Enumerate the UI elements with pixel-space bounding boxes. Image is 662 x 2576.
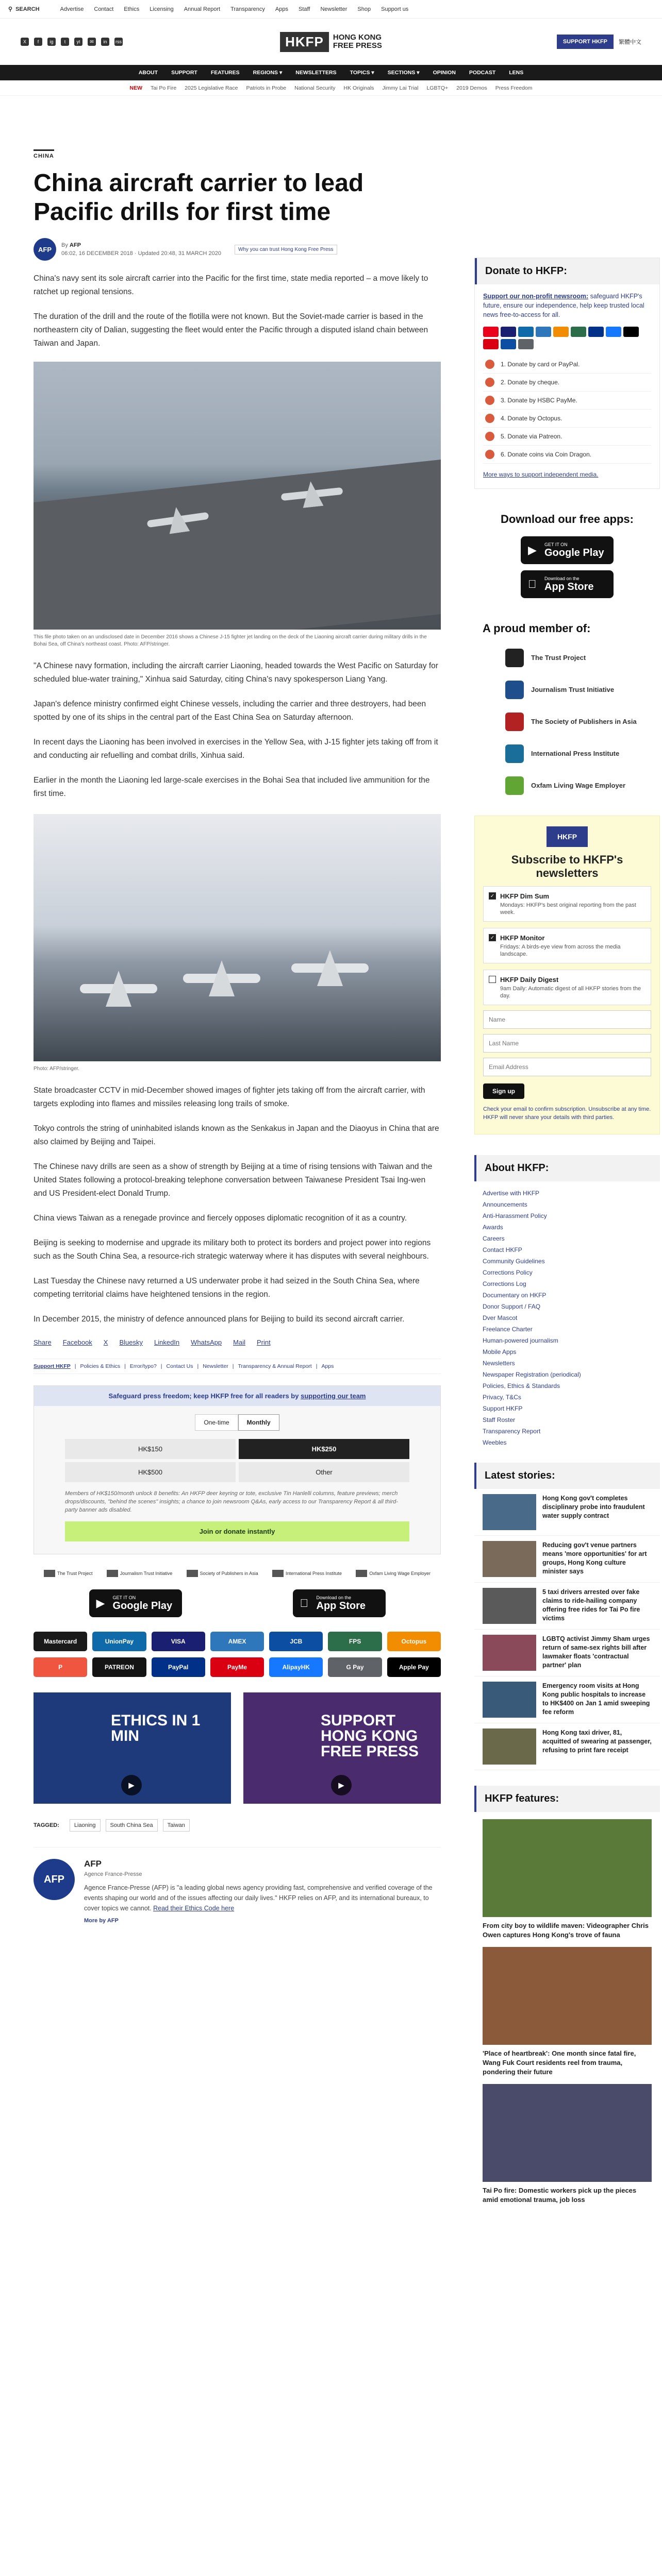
top-link[interactable]: Advertise	[60, 6, 84, 12]
about-link[interactable]: Policies, Ethics & Standards	[483, 1382, 560, 1389]
about-link[interactable]: Corrections Log	[483, 1280, 526, 1287]
member-heading: A proud member of:	[483, 622, 591, 635]
about-link[interactable]: Mobile Apps	[483, 1348, 517, 1355]
payment-card-icon	[623, 327, 639, 337]
latest-story[interactable]	[474, 1630, 660, 1676]
site-logo[interactable]	[280, 32, 382, 52]
jet-shape	[183, 974, 260, 983]
payment-logo: FPS	[328, 1632, 382, 1651]
story-title: LGBTQ activist Jimmy Sham urges return of same-sex rights bill after lawmaker floats 'contractual partner' plan	[542, 1635, 650, 1669]
share-bluesky[interactable]: Bluesky	[119, 1338, 143, 1346]
member-logo[interactable]	[474, 681, 660, 699]
rss-icon[interactable]: rss	[114, 38, 123, 46]
checkbox-unchecked[interactable]	[489, 976, 496, 983]
more-by-author-link[interactable]: More by AFP	[84, 1918, 119, 1924]
payment-logo: Apple Pay	[387, 1657, 441, 1677]
feature-image	[483, 1947, 652, 2045]
member-name: The Trust Project	[531, 654, 586, 662]
member-logo[interactable]	[474, 744, 660, 763]
story-thumbnail	[483, 1541, 536, 1577]
logo-line: HONG KONG	[333, 33, 382, 42]
policy-link[interactable]: Transparency & Annual Report	[238, 1363, 312, 1369]
nav-item[interactable]: PODCAST	[469, 70, 496, 76]
article	[34, 149, 441, 1924]
top-link[interactable]: Staff	[299, 6, 310, 12]
about-link[interactable]: Community Guidelines	[483, 1258, 545, 1265]
instagram-icon[interactable]: ig	[47, 38, 56, 46]
linkedin-icon[interactable]: in	[101, 38, 109, 46]
payment-card-icon	[518, 327, 534, 337]
donate-icon	[485, 360, 494, 369]
share-facebook[interactable]: Facebook	[62, 1338, 92, 1346]
about-link[interactable]: Advertise with HKFP	[483, 1190, 540, 1197]
newsletter-signup	[474, 816, 660, 1134]
story-title: Hong Kong taxi driver, 81, acquitted of swearing at passenger, refusing to print fare receipt	[542, 1729, 652, 1754]
author-role: Agence France-Presse	[84, 1871, 142, 1877]
latest-story[interactable]	[474, 1676, 660, 1723]
google-play-icon: ▶	[96, 1597, 105, 1609]
tags-row	[34, 1819, 441, 1832]
about-link[interactable]: Donor Support / FAQ	[483, 1303, 541, 1310]
donate-icon	[485, 450, 494, 459]
policy-link[interactable]: Apps	[321, 1363, 334, 1369]
member-name: The Society of Publishers in Asia	[531, 718, 637, 725]
about-link[interactable]: Staff Roster	[483, 1416, 516, 1423]
article-paragraph: In recent days the Liaoning has been involved in exercises in the Yellow Sea, with J-15 fighter jets taking off from it and conducting air refuelling and combat drills, Xinhua said.	[34, 738, 438, 760]
oxfam-icon	[356, 1570, 367, 1577]
jet-shape	[80, 984, 157, 993]
support-video-promo[interactable]	[243, 1692, 441, 1804]
amount-options	[34, 1431, 440, 1482]
story-thumbnail	[483, 1682, 536, 1718]
partner-logos	[34, 1570, 441, 1577]
payment-logo: PayPal	[152, 1657, 205, 1677]
about-link[interactable]: Contact HKFP	[483, 1246, 522, 1253]
member-logo[interactable]	[474, 713, 660, 731]
newsletter-option[interactable]: HKFP Daily Digest 9am Daily: Automatic digest of all HKFP stories from the day.	[483, 970, 651, 1005]
nav-item[interactable]: SUPPORT	[171, 70, 197, 76]
nav-item[interactable]: LENS	[509, 70, 524, 76]
publish-dates: 06:02, 16 DECEMBER 2018 · Updated 20:48, 31 MARCH 2020	[61, 250, 222, 257]
top-link[interactable]: Apps	[275, 6, 288, 12]
story-thumbnail	[483, 1635, 536, 1671]
about-links	[474, 1181, 660, 1454]
about-link[interactable]: Anti-Harassment Policy	[483, 1212, 547, 1219]
payment-logos	[34, 1632, 441, 1677]
promo-label: SUPPORT HONG KONG FREE PRESS	[321, 1712, 419, 1760]
payment-card-icon	[553, 327, 569, 337]
support-hkfp-button[interactable]: SUPPORT HKFP	[557, 35, 614, 49]
share-bar	[34, 1338, 441, 1346]
member-icon	[505, 744, 524, 763]
payment-logo: P	[34, 1657, 87, 1677]
article-paragraph: Beijing is seeking to modernise and upgrade its military both to protect its borders and project power into regions such as the South China Sea, a resource-rich strategic waterway where it has disputes with several neighbours.	[34, 1239, 431, 1261]
masthead	[0, 19, 662, 65]
author-bio: Agence France-Presse (AFP) is "a leading global news agency providing fast, comprehensive and verified coverage of the events shaping our world and of the issues affecting our daily lives." HKFP relies on AFP, and its international bureaux, to cover topics we cannot.	[84, 1884, 433, 1912]
article-paragraph: "A Chinese navy formation, including the aircraft carrier Liaoning, headed towards the West Pacific on Saturday for scheduled blue-water training," Xinhua said Saturday, citing China's navy spokesperson Liang Yang.	[34, 662, 438, 684]
app-store-badge[interactable]: Download on the App Store	[293, 1589, 386, 1617]
member-icon	[505, 713, 524, 731]
donation-way[interactable]: 2. Donate by cheque.	[483, 374, 651, 392]
article-paragraph: In December 2015, the ministry of defence announced plans for Beijing to build its second aircraft carrier.	[34, 1315, 405, 1324]
article-paragraph: State broadcaster CCTV in mid-December showed images of fighter jets taking off from the aircraft carrier, with targets exploding into flames and missiles releasing long trails of smoke.	[34, 1086, 425, 1108]
top-link[interactable]: Contact	[94, 6, 114, 12]
search-icon: ⚲	[8, 6, 13, 12]
donate-icon	[485, 378, 494, 387]
trending-link[interactable]: Tai Po Fire	[150, 84, 177, 91]
amount-option-selected[interactable]: HK$250	[239, 1439, 409, 1459]
payment-card-icon	[501, 327, 516, 337]
nav-item[interactable]: FEATURES	[210, 70, 240, 76]
apple-icon	[300, 1597, 309, 1610]
top-link[interactable]: Licensing	[150, 6, 174, 12]
donation-way[interactable]: 5. Donate via Patreon.	[483, 428, 651, 446]
story-thumbnail	[483, 1588, 536, 1624]
top-link[interactable]: Shop	[357, 6, 371, 12]
article-paragraph: Tokyo controls the string of uninhabited islands known as the Senkakus in Japan and the Diaoyus in China that are also claimed by Beijing and Taipei.	[34, 1124, 439, 1146]
sidebar	[474, 258, 660, 2205]
about-link[interactable]: Corrections Policy	[483, 1269, 533, 1276]
feature-story[interactable]	[483, 1819, 652, 1940]
payment-logo: G Pay	[328, 1657, 382, 1677]
jets-deck-photo	[34, 814, 441, 1061]
amount-option-other[interactable]: Other	[239, 1462, 409, 1482]
payment-card-icon	[483, 339, 499, 349]
email-input[interactable]: Email Address	[483, 1058, 651, 1076]
payment-logo: AMEX	[210, 1632, 264, 1651]
nav-item[interactable]: REGIONS ▾	[253, 70, 283, 76]
newsletter-option[interactable]: ✓ HKFP Dim Sum Mondays: HKFP's best original reporting from the past week.	[483, 886, 651, 922]
newsletter-title: Subscribe to HKFP's newsletters	[511, 853, 623, 879]
feature-title: From city boy to wildlife maven: Videographer Chris Owen captures Hong Kong's trove of fauna	[483, 1922, 649, 1939]
member-icon	[505, 649, 524, 667]
feature-story[interactable]	[483, 1947, 652, 2077]
category-kicker[interactable]: CHINA	[34, 149, 54, 159]
promo-label: ETHICS IN 1 MIN	[111, 1712, 201, 1744]
about-link[interactable]: Privacy, T&Cs	[483, 1394, 521, 1401]
play-icon: ▶	[331, 1775, 352, 1795]
nav-item[interactable]: OPINION	[433, 70, 456, 76]
trending-link[interactable]: Press Freedom	[495, 84, 533, 91]
logo-box: HKFP	[280, 32, 329, 52]
sidebar-donate: Donate to HKFP: Support our non-profit newsroom: safeguard HKFP's future, ensure our independence, help keep trusted local news free-to-access for all. 1. Donate by card or PayPal. 2. Donate by cheque. 3. Donate by HSBC PayMe. 4. Donate by Octopus. 5. Donate via Patreon. 6. Donate coins via Coin Dragon. More ways to support independent media.	[474, 258, 660, 489]
about-link[interactable]: Newspaper Registration (periodical)	[483, 1371, 581, 1378]
member-logos	[474, 649, 660, 795]
trending-link[interactable]: LGBTQ+	[426, 84, 449, 91]
policy-link[interactable]: Newsletter	[203, 1363, 228, 1369]
partner-logo[interactable]: Journalism Trust Initiative	[107, 1570, 173, 1577]
latest-story[interactable]	[474, 1536, 660, 1583]
photo-caption: This file photo taken on an undisclosed date in December 2016 shows a Chinese J-15 fighter jet landing on the deck of the Liaoning aircraft carrier during military drills in the Bohai Sea, off China's northeast coast. Photo: AFP/stringer.	[34, 634, 427, 647]
share-whatsapp[interactable]: WhatsApp	[191, 1338, 222, 1346]
newsletter-option[interactable]: ✓ HKFP Monitor Fridays: A birds-eye view from across the media landscape.	[483, 928, 651, 963]
article-paragraph: The duration of the drill and the route of the flotilla were not known. But the Soviet-made carrier is based in the northeastern city of Dalian, suggesting the fleet would enter the Pacific through a disputed island chain between Taiwan and Japan.	[34, 312, 428, 348]
story-thumbnail	[483, 1728, 536, 1765]
nav-item[interactable]: NEWSLETTERS	[295, 70, 337, 76]
donation-way[interactable]: 4. Donate by Octopus.	[483, 410, 651, 428]
app-badges	[34, 1589, 441, 1617]
features-heading: HKFP features:	[474, 1786, 660, 1812]
play-icon: ▶	[121, 1775, 142, 1795]
author-box-name[interactable]: AFP	[84, 1859, 102, 1869]
about-heading: About HKFP:	[474, 1155, 660, 1181]
last-name-input[interactable]: Last Name	[483, 1034, 651, 1053]
amount-option[interactable]: HK$500	[65, 1462, 236, 1482]
more-ways-link[interactable]: More ways to support independent media.	[483, 471, 599, 478]
sopa-icon	[187, 1570, 198, 1577]
ipi-icon	[272, 1570, 284, 1577]
sidebar-donate-title: Donate to HKFP:	[475, 258, 659, 284]
monthly-option[interactable]: Monthly	[238, 1414, 279, 1431]
app-store-badge[interactable]: Download on the App Store	[521, 570, 614, 598]
google-play-badge[interactable]: ▶ GET IT ON Google Play	[521, 536, 614, 564]
donate-icon	[485, 432, 494, 441]
trending-link[interactable]: Jimmy Lai Trial	[382, 84, 419, 91]
author-name[interactable]: AFP	[69, 242, 81, 248]
first-name-input[interactable]: Name	[483, 1010, 651, 1029]
feature-story[interactable]	[483, 2084, 652, 2205]
member-logo[interactable]	[474, 776, 660, 795]
trending-link[interactable]: Patriots in Probe	[246, 84, 287, 91]
top-utility-bar	[0, 0, 662, 19]
about-link[interactable]: Newsletters	[483, 1360, 515, 1367]
member-name: Oxfam Living Wage Employer	[531, 782, 626, 789]
partner-logo[interactable]: Society of Publishers in Asia	[187, 1570, 258, 1577]
article-paragraph: Earlier in the month the Liaoning led large-scale exercises in the Bohai Sea that included live ammunition for the first time.	[34, 776, 430, 798]
policy-link[interactable]: Error/typo?	[129, 1363, 157, 1369]
top-link[interactable]: Newsletter	[320, 6, 347, 12]
member-name: International Press Institute	[531, 750, 620, 757]
about-link[interactable]: Careers	[483, 1235, 505, 1242]
author-avatar[interactable]: AFP	[34, 238, 56, 261]
share-mail[interactable]: Mail	[233, 1338, 245, 1346]
partner-logo[interactable]: Oxfam Living Wage Employer	[356, 1570, 431, 1577]
latest-heading: Latest stories:	[474, 1463, 660, 1489]
article-paragraph: Japan's defence ministry confirmed eight Chinese vessels, including the carrier and three destroyers, had been spotted by one of its ships in the central part of the East China Sea on Saturday afternoon.	[34, 700, 426, 722]
tag-link[interactable]: South China Sea	[106, 1819, 158, 1832]
payment-card-icons	[475, 319, 659, 349]
carrier-photo	[34, 362, 441, 630]
trending-link[interactable]: 2025 Legislative Race	[185, 84, 238, 91]
x-icon[interactable]: X	[21, 38, 29, 46]
article-paragraph: China's navy sent its sole aircraft carrier into the Pacific for the first time, state media reported – a move likely to ratchet up regional tensions.	[34, 274, 428, 296]
payment-card-icon	[606, 327, 621, 337]
nav-item[interactable]: ABOUT	[138, 70, 158, 76]
about-link[interactable]: Awards	[483, 1224, 503, 1231]
payment-logo: UnionPay	[92, 1632, 146, 1651]
story-title: 5 taxi drivers arrested over fake claims to ride-hailing company offering free rides for Tai Po fire victims	[542, 1588, 640, 1622]
member-logo[interactable]	[474, 649, 660, 667]
apps-heading: Download our free apps:	[501, 513, 634, 526]
about-link[interactable]: Support HKFP	[483, 1405, 523, 1412]
policy-link[interactable]: Policies & Ethics	[80, 1363, 121, 1369]
ethics-video-promo[interactable]	[34, 1692, 231, 1804]
article-paragraph: Last Tuesday the Chinese navy returned a US underwater probe it had seized in the South China Sea, where competing territorial claims have heightened tensions in the region.	[34, 1277, 420, 1299]
article-paragraph: The Chinese navy drills are seen as a show of strength by Beijing at a time of rising tensions with Taiwan and the United States following a protocol-breaking telephone conversation between Taiwanese President Tsai Ing-wen and US President-elect Donald Trump.	[34, 1162, 433, 1198]
top-link[interactable]: Support us	[381, 6, 409, 12]
ethics-code-link[interactable]: Read their Ethics Code here	[153, 1905, 235, 1912]
youtube-icon[interactable]: yt	[74, 38, 82, 46]
story-title: Hong Kong gov't completes disciplinary probe into fraudulent water supply contract	[542, 1495, 645, 1519]
story-thumbnail	[483, 1494, 536, 1530]
trending-link[interactable]: HK Originals	[343, 84, 374, 91]
trust-project-icon	[44, 1570, 55, 1577]
member-name: Journalism Trust Initiative	[531, 686, 615, 693]
language-switch[interactable]: 繁體中文	[619, 39, 641, 45]
donation-way[interactable]: 6. Donate coins via Coin Dragon.	[483, 446, 651, 464]
google-play-badge[interactable]: ▶ GET IT ON Google Play	[89, 1589, 182, 1617]
donation-way[interactable]: 1. Donate by card or PayPal.	[483, 355, 651, 374]
video-promos	[34, 1692, 441, 1804]
jet-shape	[291, 963, 369, 973]
one-time-option[interactable]: One-time	[195, 1414, 238, 1431]
join-donate-button[interactable]: Join or donate instantly	[65, 1521, 409, 1541]
support-newsroom-link[interactable]: Support our non-profit newsroom:	[483, 293, 589, 300]
donate-icon	[485, 414, 494, 423]
payment-card-icon	[588, 327, 604, 337]
top-link[interactable]: Transparency	[230, 6, 265, 12]
trending-nav	[0, 80, 662, 96]
member-icon	[505, 776, 524, 795]
article-title: China aircraft carrier to lead Pacific drills for first time	[34, 170, 364, 226]
checkbox-checked[interactable]: ✓	[489, 892, 496, 900]
latest-story[interactable]	[474, 1489, 660, 1536]
latest-story[interactable]	[474, 1583, 660, 1630]
story-title: Emergency room visits at Hong Kong public hospitals to increase to HK$400 on Jan 1 amid sweeping fee reform	[542, 1682, 650, 1716]
payment-logo: PayMe	[210, 1657, 264, 1677]
tagged-label: TAGGED:	[34, 1822, 59, 1828]
author-logo[interactable]: AFP	[34, 1859, 75, 1900]
facebook-icon[interactable]: f	[34, 38, 42, 46]
about-link[interactable]: Documentary on HKFP	[483, 1292, 547, 1299]
payment-logo: VISA	[152, 1632, 205, 1651]
payment-logo: AlipayHK	[269, 1657, 323, 1677]
share-x[interactable]: X	[103, 1338, 108, 1346]
feature-title: 'Place of heartbreak': One month since fatal fire, Wang Fuk Court residents reel from trauma, pondering their future	[483, 2049, 636, 2076]
top-links	[60, 6, 409, 12]
policy-link[interactable]: Contact Us	[166, 1363, 193, 1369]
google-play-icon: ▶	[528, 544, 537, 556]
member-benefits-note: Members of HK$150/month unlock 8 benefits: An HKFP deer keyring or tote, exclusive Tin Hanlelli columns, feature previews; merch drops/discounts, "behind the scenes" insights; a chance to join newsroom Q&As, early access to our Transparency Report & all third-party banner ads disabled.	[65, 1490, 398, 1513]
payment-card-icon	[501, 339, 516, 349]
member-icon	[505, 681, 524, 699]
about-link[interactable]: Announcements	[483, 1201, 527, 1208]
signup-button[interactable]: Sign up	[483, 1083, 524, 1099]
latest-stories	[474, 1489, 660, 1770]
jti-icon	[107, 1570, 118, 1577]
sidebar-app-badges	[474, 536, 660, 598]
about-link[interactable]: Weebles	[483, 1439, 507, 1446]
social-links	[21, 38, 123, 46]
about-link[interactable]: Transparency Report	[483, 1428, 541, 1435]
share-linkedin[interactable]: LinkedIn	[154, 1338, 180, 1346]
newsletter-fineprint: Check your email to confirm subscription. Unsubscribe at any time. HKFP will never share your details with third parties.	[483, 1106, 651, 1121]
feature-title: Tai Po fire: Domestic workers pick up the pieces amid emotional trauma, job loss	[483, 2187, 637, 2204]
payment-card-icon	[518, 339, 534, 349]
checkbox-checked[interactable]: ✓	[489, 934, 496, 941]
frequency-toggle	[34, 1414, 440, 1431]
new-badge: NEW	[129, 84, 142, 91]
apple-icon	[528, 578, 537, 591]
payment-card-icon	[536, 327, 551, 337]
tag-link[interactable]: Liaoning	[70, 1819, 101, 1832]
photo-caption: Photo: AFP/stringer.	[34, 1066, 79, 1072]
policy-link[interactable]: Support HKFP	[34, 1363, 71, 1369]
payment-logo: JCB	[269, 1632, 323, 1651]
about-link[interactable]: Human-powered journalism	[483, 1337, 558, 1344]
story-title: Reducing gov't venue partners means 'more opportunities' for art groups, Hong Kong culture minister says	[542, 1541, 647, 1575]
feature-stories	[474, 1819, 660, 2205]
donate-headline: Safeguard press freedom; keep HKFP free for all readers by	[108, 1392, 299, 1400]
feature-image	[483, 2084, 652, 2182]
donation-way[interactable]: 3. Donate by HSBC PayMe.	[483, 392, 651, 410]
telegram-icon[interactable]: t	[61, 38, 69, 46]
about-link[interactable]: Freelance Charter	[483, 1326, 533, 1333]
tag-link[interactable]: Taiwan	[163, 1819, 190, 1832]
donation-ways	[475, 349, 659, 464]
share-print[interactable]: Print	[256, 1338, 271, 1346]
article-paragraph: China views Taiwan as a renegade province and fiercely opposes diplomatic recognition of it as a country.	[34, 1214, 407, 1223]
latest-story[interactable]	[474, 1723, 660, 1770]
share-link[interactable]: Share	[34, 1338, 52, 1346]
trending-link[interactable]: 2019 Demos	[456, 84, 487, 91]
main-nav	[0, 65, 662, 80]
nav-item[interactable]: TOPICS ▾	[350, 70, 374, 76]
about-link[interactable]: Dver Mascot	[483, 1314, 518, 1321]
nav-item[interactable]: SECTIONS ▾	[387, 70, 420, 76]
search-toggle[interactable]: ⚲ SEARCH	[8, 6, 40, 12]
author-box	[34, 1847, 441, 1924]
feature-image	[483, 1819, 652, 1917]
partner-logo[interactable]: International Press Institute	[272, 1570, 342, 1577]
amount-option[interactable]: HK$150	[65, 1439, 236, 1459]
trust-link[interactable]: Why you can trust Hong Kong Free Press	[235, 245, 337, 255]
payment-logo: Mastercard	[34, 1632, 87, 1651]
policy-links: Support HKFP | Policies & Ethics | Error/typo? | Contact Us | Newsletter | Transparency & Annual Report | Apps	[34, 1359, 441, 1374]
payment-card-icon	[571, 327, 586, 337]
payment-card-icon	[483, 327, 499, 337]
trending-link[interactable]: National Security	[294, 84, 336, 91]
donation-widget	[34, 1385, 441, 1554]
byline: AFP By AFP 06:02, 16 DECEMBER 2018 · Updated 20:48, 31 MARCH 2020 Why you can trust Hong Kong Free Press	[34, 238, 441, 261]
payment-logo: Octopus	[387, 1632, 441, 1651]
payment-logo: PATREON	[92, 1657, 146, 1677]
donate-icon	[485, 396, 494, 405]
top-link[interactable]: Ethics	[124, 6, 140, 12]
donate-headline-link[interactable]: supporting our team	[301, 1392, 366, 1400]
logo-line: FREE PRESS	[333, 41, 382, 50]
partner-logo[interactable]: The Trust Project	[44, 1570, 93, 1577]
mail-icon[interactable]: ✉	[88, 38, 96, 46]
newsletter-logo: HKFP	[547, 826, 588, 847]
top-link[interactable]: Annual Report	[184, 6, 221, 12]
